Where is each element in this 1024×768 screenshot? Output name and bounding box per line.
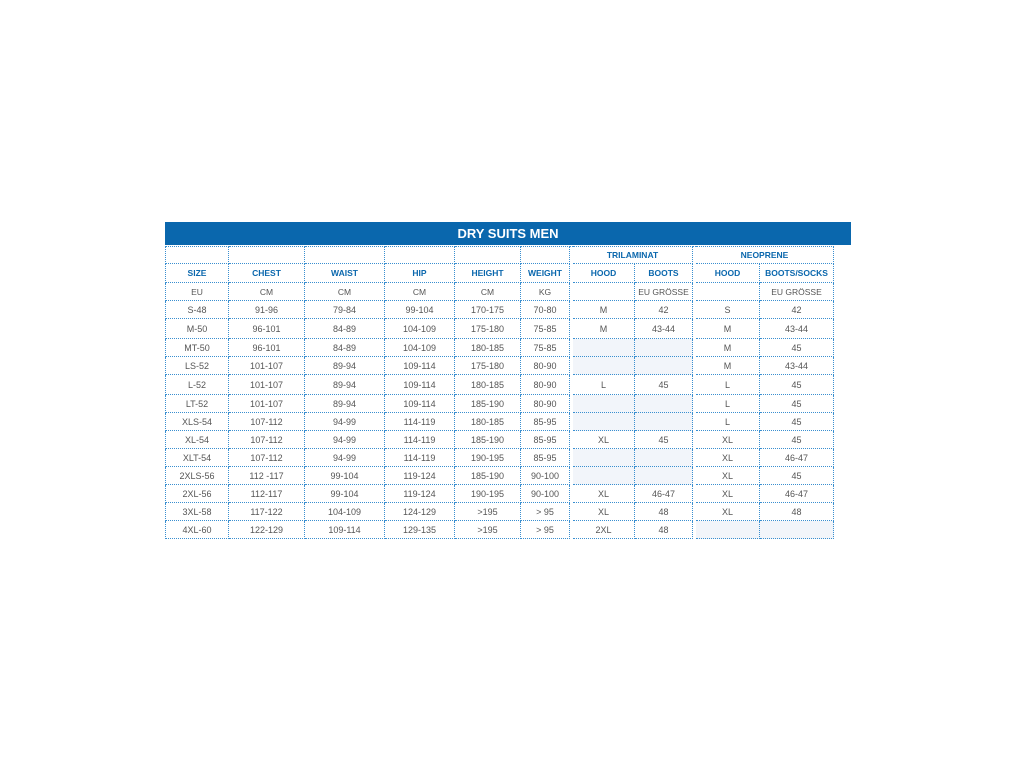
column-header: HEIGHT bbox=[455, 264, 521, 283]
table-cell: 80-90 bbox=[521, 357, 570, 375]
column-header-row bbox=[165, 264, 851, 283]
unit-cell: EU bbox=[165, 283, 229, 301]
column-header: HOOD bbox=[573, 264, 635, 283]
table-cell: >195 bbox=[455, 503, 521, 521]
table-cell: L bbox=[696, 375, 760, 395]
table-cell bbox=[573, 339, 635, 357]
table-cell: M bbox=[573, 301, 635, 319]
table-cell: 109-114 bbox=[385, 357, 455, 375]
table-cell: XL-54 bbox=[165, 431, 229, 449]
table-cell: 2XL bbox=[573, 521, 635, 539]
table-cell bbox=[635, 467, 693, 485]
table-cell: 190-195 bbox=[455, 485, 521, 503]
table-cell: 185-190 bbox=[455, 395, 521, 413]
table-cell: > 95 bbox=[521, 503, 570, 521]
table-cell: 45 bbox=[760, 467, 834, 485]
table-cell: XL bbox=[696, 449, 760, 467]
table-cell: 107-112 bbox=[229, 431, 305, 449]
table-cell: 84-89 bbox=[305, 319, 385, 339]
chart-title: DRY SUITS MEN bbox=[165, 222, 851, 245]
table-cell bbox=[573, 395, 635, 413]
table-cell bbox=[760, 521, 834, 539]
table-cell: 119-124 bbox=[385, 467, 455, 485]
table-cell: 112-117 bbox=[229, 485, 305, 503]
group-empty-cell bbox=[229, 246, 305, 264]
table-cell: 48 bbox=[635, 521, 693, 539]
table-cell: XL bbox=[573, 431, 635, 449]
table-cell: 79-84 bbox=[305, 301, 385, 319]
unit-cell: EU GRÖSSE bbox=[635, 283, 693, 301]
table-cell: 180-185 bbox=[455, 339, 521, 357]
table-cell: 85-95 bbox=[521, 449, 570, 467]
table-cell: XLS-54 bbox=[165, 413, 229, 431]
group-empty-cell bbox=[455, 246, 521, 264]
table-cell: LT-52 bbox=[165, 395, 229, 413]
table-row bbox=[165, 503, 851, 521]
table-cell: 175-180 bbox=[455, 319, 521, 339]
table-cell: 96-101 bbox=[229, 319, 305, 339]
table-cell: 104-109 bbox=[305, 503, 385, 521]
table-cell: S bbox=[696, 301, 760, 319]
table-cell: 90-100 bbox=[521, 485, 570, 503]
table-cell: L bbox=[573, 375, 635, 395]
table-row bbox=[165, 395, 851, 413]
table-row bbox=[165, 375, 851, 395]
table-cell: M bbox=[696, 357, 760, 375]
table-cell: 70-80 bbox=[521, 301, 570, 319]
table-cell: 84-89 bbox=[305, 339, 385, 357]
table-cell: 109-114 bbox=[385, 395, 455, 413]
table-cell bbox=[573, 467, 635, 485]
table-cell: 94-99 bbox=[305, 413, 385, 431]
size-chart bbox=[165, 222, 851, 543]
table-cell: XLT-54 bbox=[165, 449, 229, 467]
table-cell: 99-104 bbox=[305, 467, 385, 485]
table-row bbox=[165, 339, 851, 357]
column-header: CHEST bbox=[229, 264, 305, 283]
column-header: BOOTS/SOCKS bbox=[760, 264, 834, 283]
table-cell: 180-185 bbox=[455, 413, 521, 431]
column-header: HOOD bbox=[696, 264, 760, 283]
table-cell: 89-94 bbox=[305, 357, 385, 375]
table-cell: 45 bbox=[635, 375, 693, 395]
group-empty-cell bbox=[165, 246, 229, 264]
table-cell: XL bbox=[696, 431, 760, 449]
unit-cell bbox=[696, 283, 760, 301]
unit-cell: CM bbox=[455, 283, 521, 301]
table-cell: 129-135 bbox=[385, 521, 455, 539]
table-cell: M bbox=[696, 319, 760, 339]
table-cell: 180-185 bbox=[455, 375, 521, 395]
table-cell: 46-47 bbox=[760, 485, 834, 503]
table-cell: 45 bbox=[760, 431, 834, 449]
table-cell: 85-95 bbox=[521, 431, 570, 449]
table-cell: XL bbox=[696, 503, 760, 521]
table-cell bbox=[573, 357, 635, 375]
table-cell: 107-112 bbox=[229, 413, 305, 431]
table-cell: 42 bbox=[760, 301, 834, 319]
table-cell: 109-114 bbox=[385, 375, 455, 395]
column-header: SIZE bbox=[165, 264, 229, 283]
table-row bbox=[165, 319, 851, 339]
unit-row bbox=[165, 283, 851, 301]
table-cell: 42 bbox=[635, 301, 693, 319]
table-cell: 2XLS-56 bbox=[165, 467, 229, 485]
table-row bbox=[165, 485, 851, 503]
table-cell: 122-129 bbox=[229, 521, 305, 539]
unit-cell: CM bbox=[305, 283, 385, 301]
unit-cell: CM bbox=[385, 283, 455, 301]
unit-cell bbox=[573, 283, 635, 301]
table-cell: LS-52 bbox=[165, 357, 229, 375]
table-row bbox=[165, 521, 851, 539]
table-cell: 75-85 bbox=[521, 319, 570, 339]
unit-cell: CM bbox=[229, 283, 305, 301]
table-row bbox=[165, 449, 851, 467]
table-cell: 80-90 bbox=[521, 395, 570, 413]
table-cell: 99-104 bbox=[305, 485, 385, 503]
table-row bbox=[165, 413, 851, 431]
table-cell: XL bbox=[696, 467, 760, 485]
unit-cell: KG bbox=[521, 283, 570, 301]
table-cell: 114-119 bbox=[385, 449, 455, 467]
table-cell: 89-94 bbox=[305, 375, 385, 395]
table-cell: L bbox=[696, 413, 760, 431]
table-cell: 2XL-56 bbox=[165, 485, 229, 503]
table-cell: 114-119 bbox=[385, 413, 455, 431]
group-header-row bbox=[165, 246, 851, 264]
table-cell: 91-96 bbox=[229, 301, 305, 319]
table-cell: 45 bbox=[760, 339, 834, 357]
table-cell: M bbox=[696, 339, 760, 357]
table-cell: 185-190 bbox=[455, 467, 521, 485]
table-cell: 45 bbox=[635, 431, 693, 449]
table-cell: 45 bbox=[760, 413, 834, 431]
table-cell: 190-195 bbox=[455, 449, 521, 467]
table-cell: XL bbox=[696, 485, 760, 503]
table-cell: 43-44 bbox=[760, 319, 834, 339]
table-cell: 89-94 bbox=[305, 395, 385, 413]
group-neoprene: NEOPRENE bbox=[696, 246, 834, 264]
table-cell: M-50 bbox=[165, 319, 229, 339]
table-cell: M bbox=[573, 319, 635, 339]
table-cell bbox=[635, 395, 693, 413]
table-cell: XL bbox=[573, 503, 635, 521]
table-row bbox=[165, 357, 851, 375]
unit-cell: EU GRÖSSE bbox=[760, 283, 834, 301]
table-cell: 80-90 bbox=[521, 375, 570, 395]
table-cell: 94-99 bbox=[305, 431, 385, 449]
table-cell bbox=[635, 357, 693, 375]
table-cell: 170-175 bbox=[455, 301, 521, 319]
table-cell: 75-85 bbox=[521, 339, 570, 357]
table-cell: 45 bbox=[760, 375, 834, 395]
table-cell: 46-47 bbox=[635, 485, 693, 503]
group-empty-cell bbox=[385, 246, 455, 264]
table-cell: 109-114 bbox=[305, 521, 385, 539]
table-cell: 45 bbox=[760, 395, 834, 413]
table-cell: 101-107 bbox=[229, 395, 305, 413]
table-cell bbox=[635, 449, 693, 467]
table-cell: 3XL-58 bbox=[165, 503, 229, 521]
table-cell: 46-47 bbox=[760, 449, 834, 467]
table-cell: L bbox=[696, 395, 760, 413]
table-cell: 101-107 bbox=[229, 357, 305, 375]
table-cell bbox=[573, 413, 635, 431]
table-cell: 94-99 bbox=[305, 449, 385, 467]
table-cell: 117-122 bbox=[229, 503, 305, 521]
table-cell: 85-95 bbox=[521, 413, 570, 431]
table-cell bbox=[635, 339, 693, 357]
table-cell: MT-50 bbox=[165, 339, 229, 357]
column-header: BOOTS bbox=[635, 264, 693, 283]
group-trilaminat: TRILAMINAT bbox=[573, 246, 693, 264]
table-cell: 48 bbox=[635, 503, 693, 521]
group-empty-cell bbox=[521, 246, 570, 264]
table-cell: 112 -117 bbox=[229, 467, 305, 485]
table-cell: 104-109 bbox=[385, 339, 455, 357]
table-cell bbox=[635, 413, 693, 431]
table-cell: 99-104 bbox=[385, 301, 455, 319]
table-cell: 107-112 bbox=[229, 449, 305, 467]
table-cell bbox=[573, 449, 635, 467]
table-cell: S-48 bbox=[165, 301, 229, 319]
table-cell: > 95 bbox=[521, 521, 570, 539]
table-cell bbox=[696, 521, 760, 539]
table-cell: 43-44 bbox=[760, 357, 834, 375]
column-header: WEIGHT bbox=[521, 264, 570, 283]
table-cell: 48 bbox=[760, 503, 834, 521]
table-row bbox=[165, 301, 851, 319]
table-row bbox=[165, 431, 851, 449]
table-cell: 175-180 bbox=[455, 357, 521, 375]
column-header: HIP bbox=[385, 264, 455, 283]
table-cell: XL bbox=[573, 485, 635, 503]
table-cell: 101-107 bbox=[229, 375, 305, 395]
table-row bbox=[165, 467, 851, 485]
table-cell: 124-129 bbox=[385, 503, 455, 521]
table-cell: 119-124 bbox=[385, 485, 455, 503]
column-header: WAIST bbox=[305, 264, 385, 283]
table-cell: 4XL-60 bbox=[165, 521, 229, 539]
table-cell: 185-190 bbox=[455, 431, 521, 449]
group-empty-cell bbox=[305, 246, 385, 264]
table-cell: 43-44 bbox=[635, 319, 693, 339]
table-cell: 114-119 bbox=[385, 431, 455, 449]
size-table bbox=[165, 246, 851, 543]
table-cell: 104-109 bbox=[385, 319, 455, 339]
table-cell: L-52 bbox=[165, 375, 229, 395]
table-cell: 90-100 bbox=[521, 467, 570, 485]
table-cell: >195 bbox=[455, 521, 521, 539]
table-cell: 96-101 bbox=[229, 339, 305, 357]
